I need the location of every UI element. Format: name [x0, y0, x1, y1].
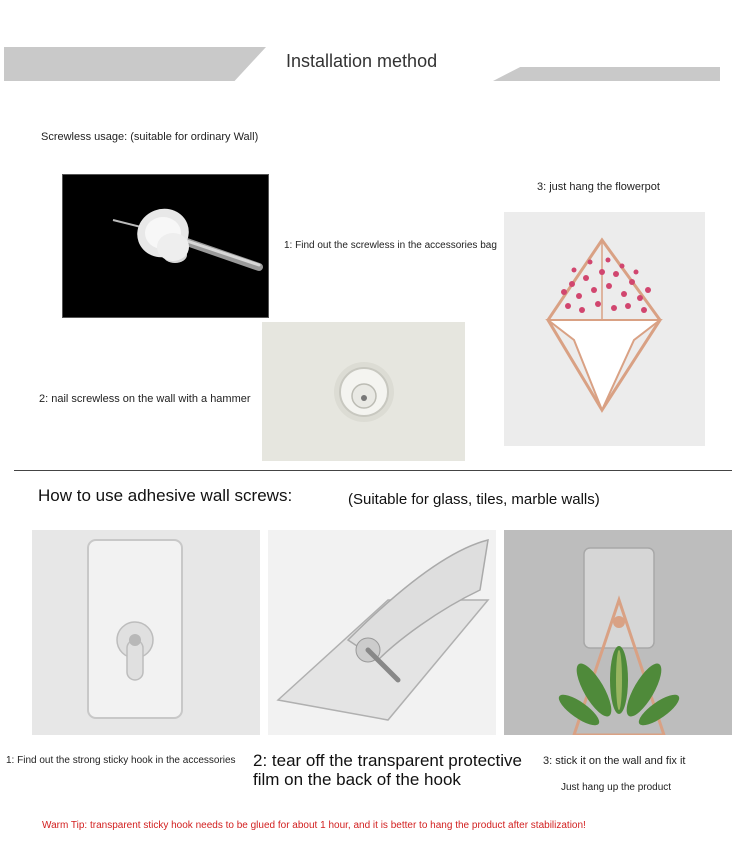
adhesive-step1: 1: Find out the strong sticky hook in the accessories	[6, 755, 236, 766]
geometric-planter-icon	[504, 212, 705, 446]
sticky-hook-photo	[32, 530, 260, 735]
screwless-hook-icon	[63, 175, 268, 317]
page-title: Installation method	[286, 51, 438, 71]
screwless-hook-photo	[62, 174, 269, 318]
header-banner-right	[493, 67, 720, 81]
adhesive-heading: How to use adhesive wall screws:	[38, 486, 293, 505]
nailed-screwless-photo	[262, 322, 465, 461]
planter-on-hook-icon	[504, 530, 732, 735]
hung-planter-photo	[504, 530, 732, 735]
screwless-step1: 1: Find out the screwless in the accessories bag	[284, 240, 497, 251]
protective-film-icon	[268, 530, 496, 735]
adhesive-hook-icon	[32, 530, 260, 735]
adhesive-subheading: (Suitable for glass, tiles, marble walls)	[348, 491, 600, 508]
screwless-heading: Screwless usage: (suitable for ordinary Wall)	[41, 131, 259, 143]
adhesive-step2: 2: tear off the transparent protective film on the back of the hook	[253, 751, 523, 789]
wall-flowerpot-photo	[504, 212, 705, 446]
screwless-on-wall-icon	[262, 322, 465, 461]
adhesive-step3: 3: stick it on the wall and fix it	[543, 755, 686, 767]
screwless-step3: 3: just hang the flowerpot	[537, 181, 660, 193]
section-divider	[14, 470, 732, 471]
header-banner-left	[4, 47, 266, 81]
adhesive-step3b: Just hang up the product	[561, 782, 672, 793]
warm-tip: Warm Tip: transparent sticky hook needs to be glued for about 1 hour, and it is better to hang the product after stabilization!	[42, 820, 586, 831]
peeling-film-photo	[268, 530, 496, 735]
screwless-step2: 2: nail screwless on the wall with a hammer	[39, 393, 251, 405]
